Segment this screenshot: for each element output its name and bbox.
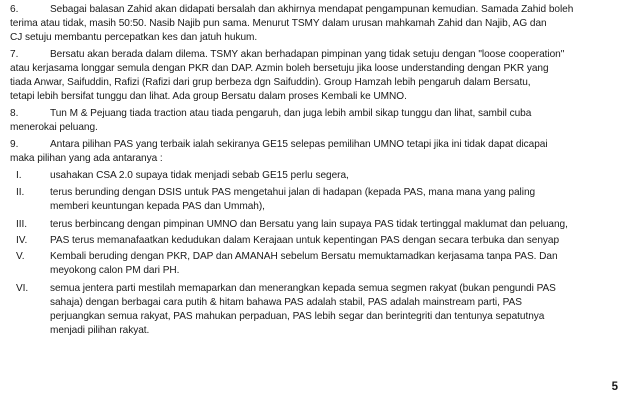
option-line: meyokong calon PM dari PH. <box>50 265 180 276</box>
option-numeral: I. <box>16 170 22 181</box>
paragraph-line: Tun M & Pejuang tiada traction atau tiada pengaruh, dan juga lebih ambil sikap tunggu dan lihat, sambil cuba <box>50 108 532 119</box>
option-line: menjadi pilihan rakyat. <box>50 325 150 336</box>
paragraph-line: Bersatu akan berada dalam dilema. TSMY akan berhadapan pimpinan yang tidak setuju dengan "loose cooperation" <box>50 49 565 60</box>
paragraph-number: 9. <box>10 139 19 150</box>
paragraph-line: tetapi lebih bersifat tunggu dan lihat. Ada group Bersatu dalam proses Kembali ke UMNO. <box>10 91 407 102</box>
paragraph-number: 8. <box>10 108 19 119</box>
option-numeral: V. <box>16 251 25 262</box>
paragraph-line: maka pilihan yang ada antaranya : <box>10 153 163 164</box>
option-line: terus berunding dengan DSIS untuk PAS mengetahui jalan di hadapan (kepada PAS, mana mana yang paling <box>50 187 536 198</box>
option-line: perjuangkan semua rakyat, PAS mahukan perpaduan, PAS lebih segar dan berintegriti dan tentunya sepatutnya <box>50 311 545 322</box>
paragraph-line: Antara pilihan PAS yang terbaik ialah sekiranya GE15 selepas pemilihan UMNO tetapi jika ini tidak dapat dicapai <box>50 139 548 150</box>
paragraph-line: menerokai peluang. <box>10 122 98 133</box>
paragraph-number: 6. <box>10 4 19 15</box>
option-numeral: III. <box>16 219 28 230</box>
option-line: PAS terus memanafaatkan kedudukan dalam Kerajaan untuk kepentingan PAS dengan secara terbuka dan senyap <box>50 235 560 246</box>
option-line: semua jentera parti mestilah memaparkan dan menerangkan kepada semua segmen rakyat (bukan pengundi PAS <box>50 283 556 294</box>
option-line: usahakan CSA 2.0 supaya tidak menjadi sebab GE15 perlu segera, <box>50 170 349 181</box>
paragraph-line: atau kerjasama longgar semula dengan PKR dan DAP. Azmin boleh bersetuju jika loose understanding dengan PKR yang <box>10 63 549 74</box>
option-line: sahaja) dengan berbagai cara putih & hitam bahawa PAS adalah stabil, PAS adalah mainstream parti, PAS <box>50 297 522 308</box>
option-numeral: IV. <box>16 235 28 246</box>
option-line: Kembali beruding dengan PKR, DAP dan AMANAH sebelum Bersatu memuktamadkan kerjasama tanpa PAS. Dan <box>50 251 558 262</box>
paragraph-number: 7. <box>10 49 19 60</box>
paragraph-line: Sebagai balasan Zahid akan didapati bersalah dan akhirnya mendapat pengampunan kemudian. Samada Zahid boleh <box>50 4 574 15</box>
option-line: memberi keuntungan kepada PAS dan Ummah), <box>50 201 265 212</box>
paragraph-line: CJ setuju membantu percepatkan kes dan jatuh hukum. <box>10 32 258 43</box>
option-numeral: VI. <box>16 283 29 294</box>
option-line: terus berbincang dengan pimpinan UMNO dan Bersatu yang lain supaya PAS tidak tertinggal maklumat dan peluang, <box>50 219 568 230</box>
page-number: 5 <box>611 381 618 393</box>
option-numeral: II. <box>16 187 25 198</box>
paragraph-line: terima atau tidak, masih 50:50. Nasib Najib pun sama. Menurut TSMY dalam urusan mahkamah Zahid dan Najib, AG dan <box>10 18 547 29</box>
paragraph-line: tiada Anwar, Saifuddin, Rafizi (Rafizi dari grup berbeza dgn Saifuddin). Group Hamzah lebih pengaruh dalam Bersatu, <box>10 77 531 88</box>
